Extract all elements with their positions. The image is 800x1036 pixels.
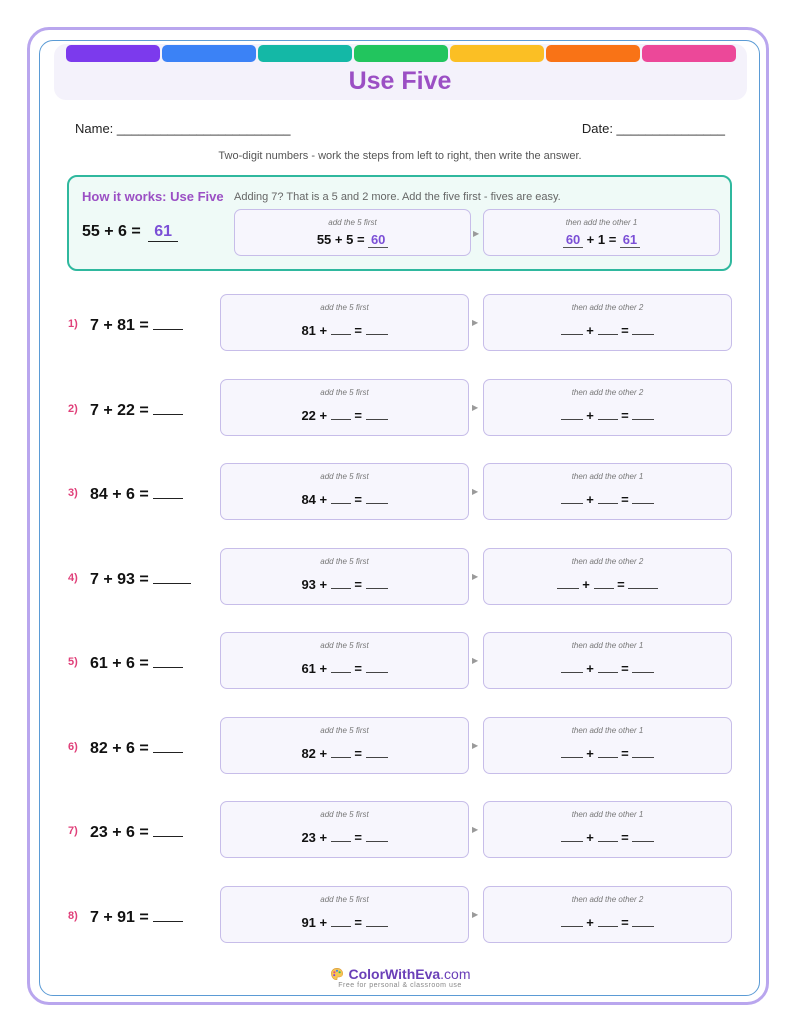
example-step2-mid: + 1 = <box>586 232 617 247</box>
step1-addend-blank <box>331 914 351 927</box>
example-step2-equation <box>484 232 719 248</box>
problem-expression <box>90 907 183 927</box>
example-step2-value: 60 <box>563 232 583 248</box>
example-step1-equation <box>235 232 470 248</box>
step2-label: then add the other 1 <box>571 472 644 481</box>
example-description: Adding 7? That is a 5 and 2 more. Add the five first - fives are easy. <box>234 191 561 203</box>
step2-equation: + = <box>484 407 731 423</box>
arrow-icon: ▶ <box>472 910 479 919</box>
problem-number: 7) <box>68 825 78 837</box>
step1-addend-blank <box>331 745 351 758</box>
step1-equation: 61 + = <box>221 660 468 676</box>
step2-equation: + = <box>484 745 731 761</box>
arrow-icon: ▶ <box>472 656 479 665</box>
step1-start: 61 + <box>301 661 328 676</box>
example-answer: 61 <box>148 223 178 242</box>
step2-result-blank <box>632 745 654 758</box>
step1-start: 82 + <box>301 746 328 761</box>
footer-logo <box>0 966 800 989</box>
color-stripe <box>546 45 640 62</box>
step2-start-blank <box>561 829 583 842</box>
step1-box <box>220 632 469 689</box>
example-expression: 55 + 6 = <box>82 223 141 240</box>
step2-equation: + = <box>484 914 731 930</box>
step2-start-blank <box>561 914 583 927</box>
step2-start-blank <box>561 745 583 758</box>
step1-equation: 22 + = <box>221 407 468 423</box>
step2-box <box>483 801 732 858</box>
color-stripe <box>354 45 448 62</box>
answer-blank <box>153 653 183 668</box>
answer-blank <box>153 822 183 837</box>
step1-label: add the 5 first <box>320 810 369 819</box>
step1-box <box>220 463 469 520</box>
step1-label: add the 5 first <box>320 388 369 397</box>
step1-box <box>220 886 469 943</box>
step2-box <box>483 632 732 689</box>
step2-equation: + = <box>484 660 731 676</box>
problem-number: 2) <box>68 403 78 415</box>
step2-label: then add the other 2 <box>571 895 644 904</box>
example-step2-answer: 61 <box>620 232 640 248</box>
problem-number: 5) <box>68 656 78 668</box>
step1-result-blank <box>366 745 388 758</box>
example-step1-box <box>234 209 471 256</box>
answer-blank <box>153 907 183 922</box>
step1-label: add the 5 first <box>320 726 369 735</box>
problem-number: 8) <box>68 910 78 922</box>
step1-label: add the 5 first <box>320 895 369 904</box>
problem-expression <box>90 315 183 335</box>
problem-number: 6) <box>68 741 78 753</box>
answer-blank <box>153 569 191 584</box>
problem-number: 3) <box>68 487 78 499</box>
step2-equation: + = <box>484 829 731 845</box>
step1-addend-blank <box>331 660 351 673</box>
answer-blank <box>153 400 183 415</box>
step1-equation: 82 + = <box>221 745 468 761</box>
step2-label: then add the other 2 <box>571 388 644 397</box>
step1-start: 93 + <box>301 577 328 592</box>
instructions: Two-digit numbers - work the steps from left to right, then write the answer. <box>218 150 582 162</box>
step1-result-blank <box>366 576 388 589</box>
example-step1-label: add the 5 first <box>328 218 377 227</box>
step1-result-blank <box>366 660 388 673</box>
step2-label: then add the other 2 <box>571 557 644 566</box>
step1-addend-blank <box>331 576 351 589</box>
problem-expression <box>90 822 183 842</box>
problem-text: 7 + 81 = <box>90 317 149 334</box>
step2-start-blank <box>561 491 583 504</box>
step1-start: 91 + <box>301 915 328 930</box>
arrow-icon: ▶ <box>472 318 479 327</box>
step2-start-blank <box>561 407 583 420</box>
example-heading: How it works: Use Five <box>82 189 224 204</box>
step1-addend-blank <box>331 322 351 335</box>
step2-start-blank <box>561 660 583 673</box>
arrow-icon: ▶ <box>472 741 479 750</box>
color-stripe <box>162 45 256 62</box>
example-step1-value: 60 <box>368 232 388 248</box>
name-field: Name: ________________________ <box>75 121 291 136</box>
step2-result-blank <box>632 914 654 927</box>
step2-addend-blank <box>598 491 618 504</box>
color-stripe <box>450 45 544 62</box>
date-field: Date: _______________ <box>581 121 725 136</box>
step2-box <box>483 717 732 774</box>
step2-addend-blank <box>598 914 618 927</box>
example-step2-label: then add the other 1 <box>565 218 638 227</box>
step1-start: 23 + <box>301 830 328 845</box>
step2-label: then add the other 1 <box>571 810 644 819</box>
step2-label: then add the other 2 <box>571 303 644 312</box>
step1-box <box>220 717 469 774</box>
step1-result-blank <box>366 322 388 335</box>
step2-addend-blank <box>594 576 614 589</box>
brand-tagline: Free for personal & classroom use <box>338 982 462 989</box>
example-step2-box <box>483 209 720 256</box>
color-stripe <box>642 45 736 62</box>
step1-result-blank <box>366 914 388 927</box>
arrow-icon: ▶ <box>472 403 479 412</box>
answer-blank <box>153 738 183 753</box>
problem-text: 7 + 22 = <box>90 402 149 419</box>
step2-box <box>483 379 732 436</box>
example-step1-left: 55 + 5 = <box>316 232 365 247</box>
answer-blank <box>153 484 183 499</box>
step2-result-blank <box>628 576 658 589</box>
arrow-icon: ▶ <box>472 825 479 834</box>
arrow-icon: ▶ <box>472 572 479 581</box>
palette-icon <box>330 967 344 981</box>
step2-start-blank <box>557 576 579 589</box>
problem-text: 23 + 6 = <box>90 824 149 841</box>
step2-addend-blank <box>598 407 618 420</box>
step1-equation: 84 + = <box>221 491 468 507</box>
step2-result-blank <box>632 322 654 335</box>
problem-text: 61 + 6 = <box>90 655 149 672</box>
step2-result-blank <box>632 829 654 842</box>
example-problem <box>82 223 178 242</box>
problem-expression <box>90 569 191 589</box>
step1-box <box>220 801 469 858</box>
step1-addend-blank <box>331 407 351 420</box>
step2-box <box>483 886 732 943</box>
problem-text: 7 + 91 = <box>90 909 149 926</box>
color-stripe <box>66 45 160 62</box>
problem-text: 84 + 6 = <box>90 486 149 503</box>
step2-addend-blank <box>598 829 618 842</box>
step1-box <box>220 548 469 605</box>
page-title: Use Five <box>348 67 452 95</box>
step2-result-blank <box>632 407 654 420</box>
step2-result-blank <box>632 660 654 673</box>
step2-box <box>483 294 732 351</box>
problem-number: 1) <box>68 318 78 330</box>
step1-result-blank <box>366 829 388 842</box>
color-stripe <box>258 45 352 62</box>
step1-box <box>220 379 469 436</box>
step2-equation: + = <box>484 576 731 592</box>
example-panel <box>67 175 732 271</box>
step1-equation: 91 + = <box>221 914 468 930</box>
answer-blank <box>153 315 183 330</box>
brand-name <box>0 966 800 982</box>
step1-label: add the 5 first <box>320 303 369 312</box>
step1-equation: 81 + = <box>221 322 468 338</box>
problem-expression <box>90 738 183 758</box>
step1-result-blank <box>366 491 388 504</box>
step2-box <box>483 548 732 605</box>
step2-addend-blank <box>598 660 618 673</box>
problem-text: 82 + 6 = <box>90 740 149 757</box>
step1-start: 81 + <box>301 323 328 338</box>
step2-addend-blank <box>598 322 618 335</box>
step1-start: 22 + <box>301 408 328 423</box>
step1-equation: 23 + = <box>221 829 468 845</box>
problem-expression <box>90 653 183 673</box>
arrow-icon: ▶ <box>473 229 480 238</box>
step1-addend-blank <box>331 491 351 504</box>
step2-addend-blank <box>598 745 618 758</box>
step2-equation: + = <box>484 322 731 338</box>
step1-equation: 93 + = <box>221 576 468 592</box>
step2-start-blank <box>561 322 583 335</box>
step1-label: add the 5 first <box>320 641 369 650</box>
step2-result-blank <box>632 491 654 504</box>
brand-part-1: ColorWithEva <box>348 966 441 982</box>
brand-part-2: .com <box>440 966 471 982</box>
step1-label: add the 5 first <box>320 557 369 566</box>
problem-expression <box>90 484 183 504</box>
step1-result-blank <box>366 407 388 420</box>
arrow-icon: ▶ <box>472 487 479 496</box>
problem-expression <box>90 400 183 420</box>
step2-equation: + = <box>484 491 731 507</box>
step2-box <box>483 463 732 520</box>
step1-label: add the 5 first <box>320 472 369 481</box>
step1-box <box>220 294 469 351</box>
problem-number: 4) <box>68 572 78 584</box>
step1-addend-blank <box>331 829 351 842</box>
step1-start: 84 + <box>301 492 328 507</box>
problem-text: 7 + 93 = <box>90 571 149 588</box>
step2-label: then add the other 1 <box>571 641 644 650</box>
step2-label: then add the other 1 <box>571 726 644 735</box>
